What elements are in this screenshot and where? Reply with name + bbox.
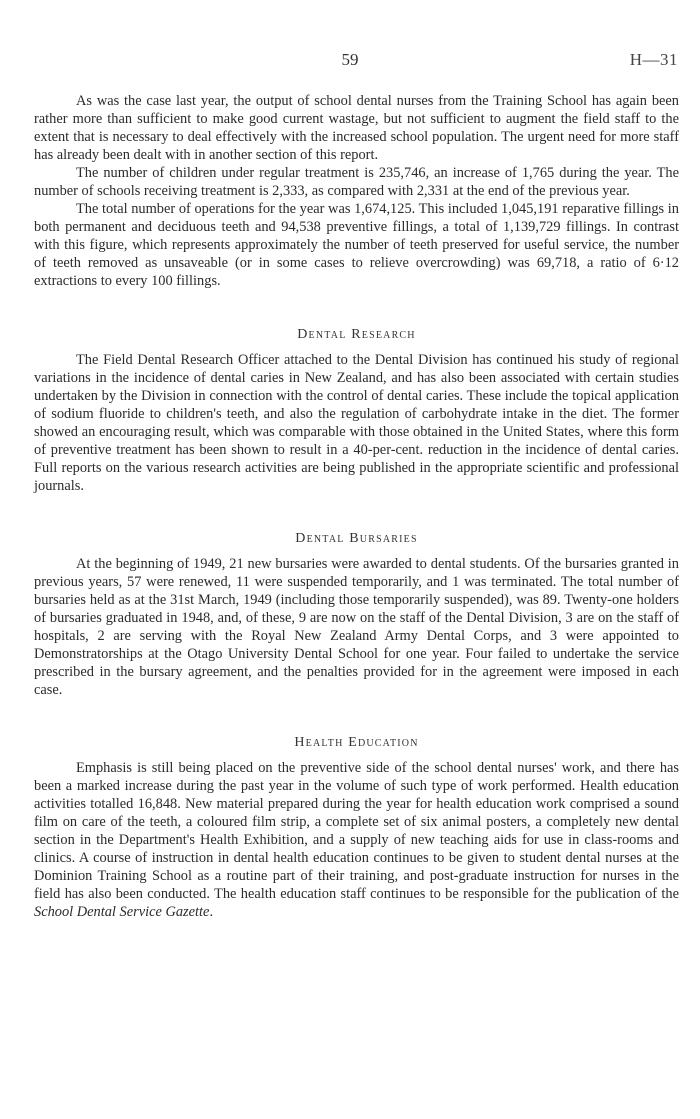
intro-paragraph-2: The number of children under regular treatment is 235,746, an increase of 1,765 during the year. The number of schools receiving treatment is 2,333, as compared with 2,331 at the end of the previous year. [34,165,679,199]
health-education-text: Emphasis is still being placed on the preventive side of the school dental nurses' work, and there has been a marked increase during the past year in the volume of such type of work performed. Health education activities totalled 16,848. New material prepared during the year for health education work comprised a sound film on care of the teeth, a coloured film strip, a complete set of six animal posters, a completely new dental section in the Department's Health Exhibition, and a supply of new teaching aids for use in class-rooms and clinics. A course of instruction in dental health education continues to be given to student dental nurses at the Dominion Training School as a routine part of their training, and post-graduate instruction for nurses in the field has also been conducted. The health education staff continues to be responsible for the publication of the [34,760,679,902]
gazette-title: School Dental Service Gazette [34,904,210,920]
dental-bursaries-paragraph: At the beginning of 1949, 21 new bursaries were awarded to dental students. Of the bursaries granted in previous years, 57 were renewed, 11 were suspended temporarily, and 1 was terminated. The total number of bursaries held as at the 31st March, 1949 (including those temporarily suspended), was 89. Twenty-one holders of bursaries graduated in 1948, and, of these, 9 are now on the staff of the Dental Division, 3 are on the staff of hospitals, 2 are serving with the Royal New Zealand Army Dental Corps, and 3 were appointed to Demonstratorships at the Otago University Dental School for one year. Four failed to undertake the service prescribed in the bursary agreement, and the penalties provided for in the agreement were imposed in each case. [34,556,679,698]
intro-paragraph-1: As was the case last year, the output of school dental nurses from the Training School has again been rather more than sufficient to make good current wastage, but not sufficient to augment the field staff to the extent that is necessary to deal effectively with the increased school population. The urgent need for more staff has already been dealt with in another section of this report. [34,93,679,163]
health-education-paragraph [34,759,679,921]
section-heading-dental-bursaries: Dental Bursaries [295,531,418,546]
health-education-end: . [209,904,214,920]
document-body [34,92,679,921]
section-heading-health-education: Health Education [294,735,419,750]
intro-paragraph-3: The total number of operations for the year was 1,674,125. This included 1,045,191 reparative fillings in both permanent and deciduous teeth and 94,538 preventive fillings, a total of 1,139,729 fillings. In contrast with this figure, which represents approximately the number of teeth preserved for useful service, the number of teeth removed as unsaveable (or in some cases to relieve overcrowding) was 69,718, a ratio of 6·12 extractions to every 100 fillings. [34,201,679,289]
page-reference: H—31 [629,50,678,69]
page-number: 59 [341,50,359,69]
section-heading-dental-research: Dental Research [297,327,416,342]
dental-research-paragraph: The Field Dental Research Officer attached to the Dental Division has continued his study of regional variations in the incidence of dental caries in New Zealand, and has also been associated with certain studies undertaken by the Division in connection with the control of dental caries. These include the topical application of sodium fluoride to children's teeth, and also the regulation of carbohydrate intake in the diet. The former showed an encouraging result, which was comparable with those obtained in the United States, where this form of preventive treatment has been shown to result in a 40-per-cent. reduction in the incidence of dental caries. Full reports on the various research activities are being published in the appropriate scientific and professional journals. [34,352,679,494]
